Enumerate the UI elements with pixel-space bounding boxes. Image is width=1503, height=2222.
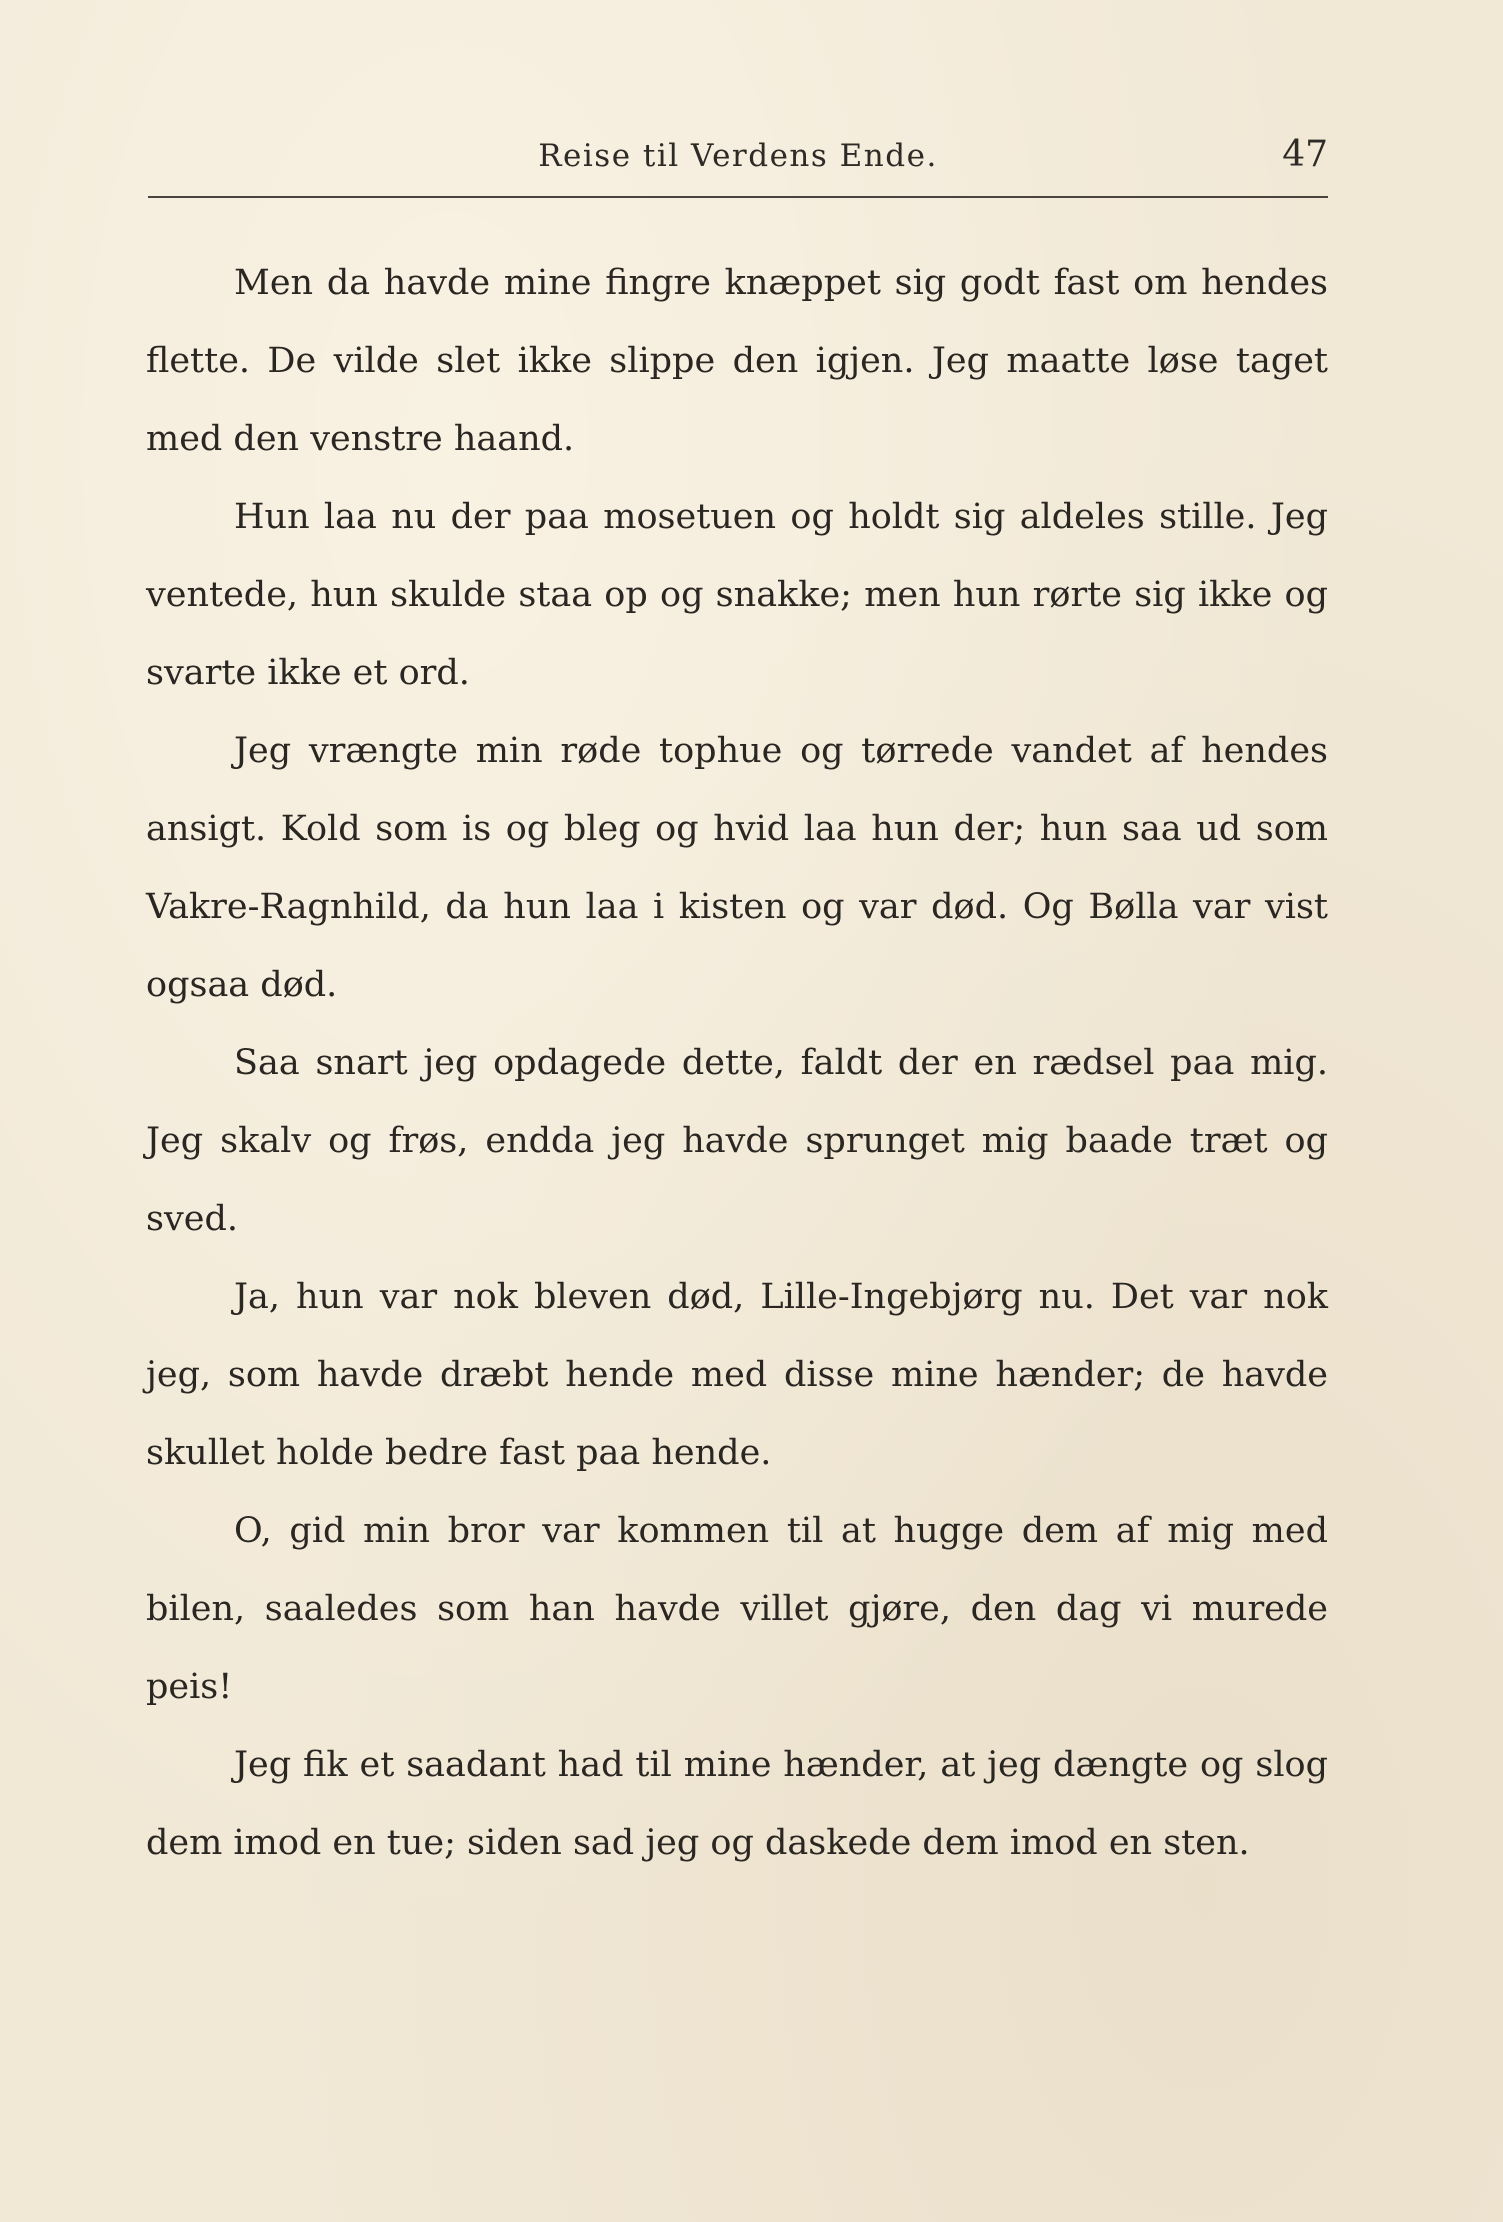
page-number: 47 [1282,134,1328,175]
paragraph: Hun laa nu der paa mosetuen og holdt sig aldeles stille. Jeg ventede, hun skulde staa op og snakke; men hun rørte sig ikke og svarte ikke et ord. [146,497,1328,693]
running-head [148,128,1328,188]
paragraph: Ja, hun var nok bleven død, Lille-Ingebjørg nu. Det var nok jeg, som havde dræbt hende med disse mine hænder; de havde skullet holde bedre fast paa hende. [146,1277,1328,1473]
paragraph: O, gid min bror var kommen til at hugge dem af mig med bilen, saaledes som han havde villet gjøre, den dag vi murede peis! [146,1511,1328,1707]
paragraph: Saa snart jeg opdagede dette, faldt der en rædsel paa mig. Jeg skalv og frøs, endda jeg havde sprunget mig baade træt og sved. [146,1043,1328,1239]
paragraph: Jeg fik et saadant had til mine hænder, at jeg dængte og slog dem imod en tue; siden sad jeg og daskede dem imod en sten. [146,1745,1328,1863]
header-rule [148,196,1328,198]
body-text [146,244,1328,1882]
paragraph: Jeg vrængte min røde tophue og tørrede vandet af hendes ansigt. Kold som is og bleg og hvid laa hun der; hun saa ud som Vakre-Ragnhild, da hun laa i kisten og var død. Og Bølla var vist ogsaa død. [146,731,1328,1005]
running-title: Reise til Verdens Ende. [538,138,938,174]
paragraph: Men da havde mine fingre knæppet sig godt fast om hendes flette. De vilde slet ikke slippe den igjen. Jeg maatte løse taget med den venstre haand. [146,263,1328,459]
